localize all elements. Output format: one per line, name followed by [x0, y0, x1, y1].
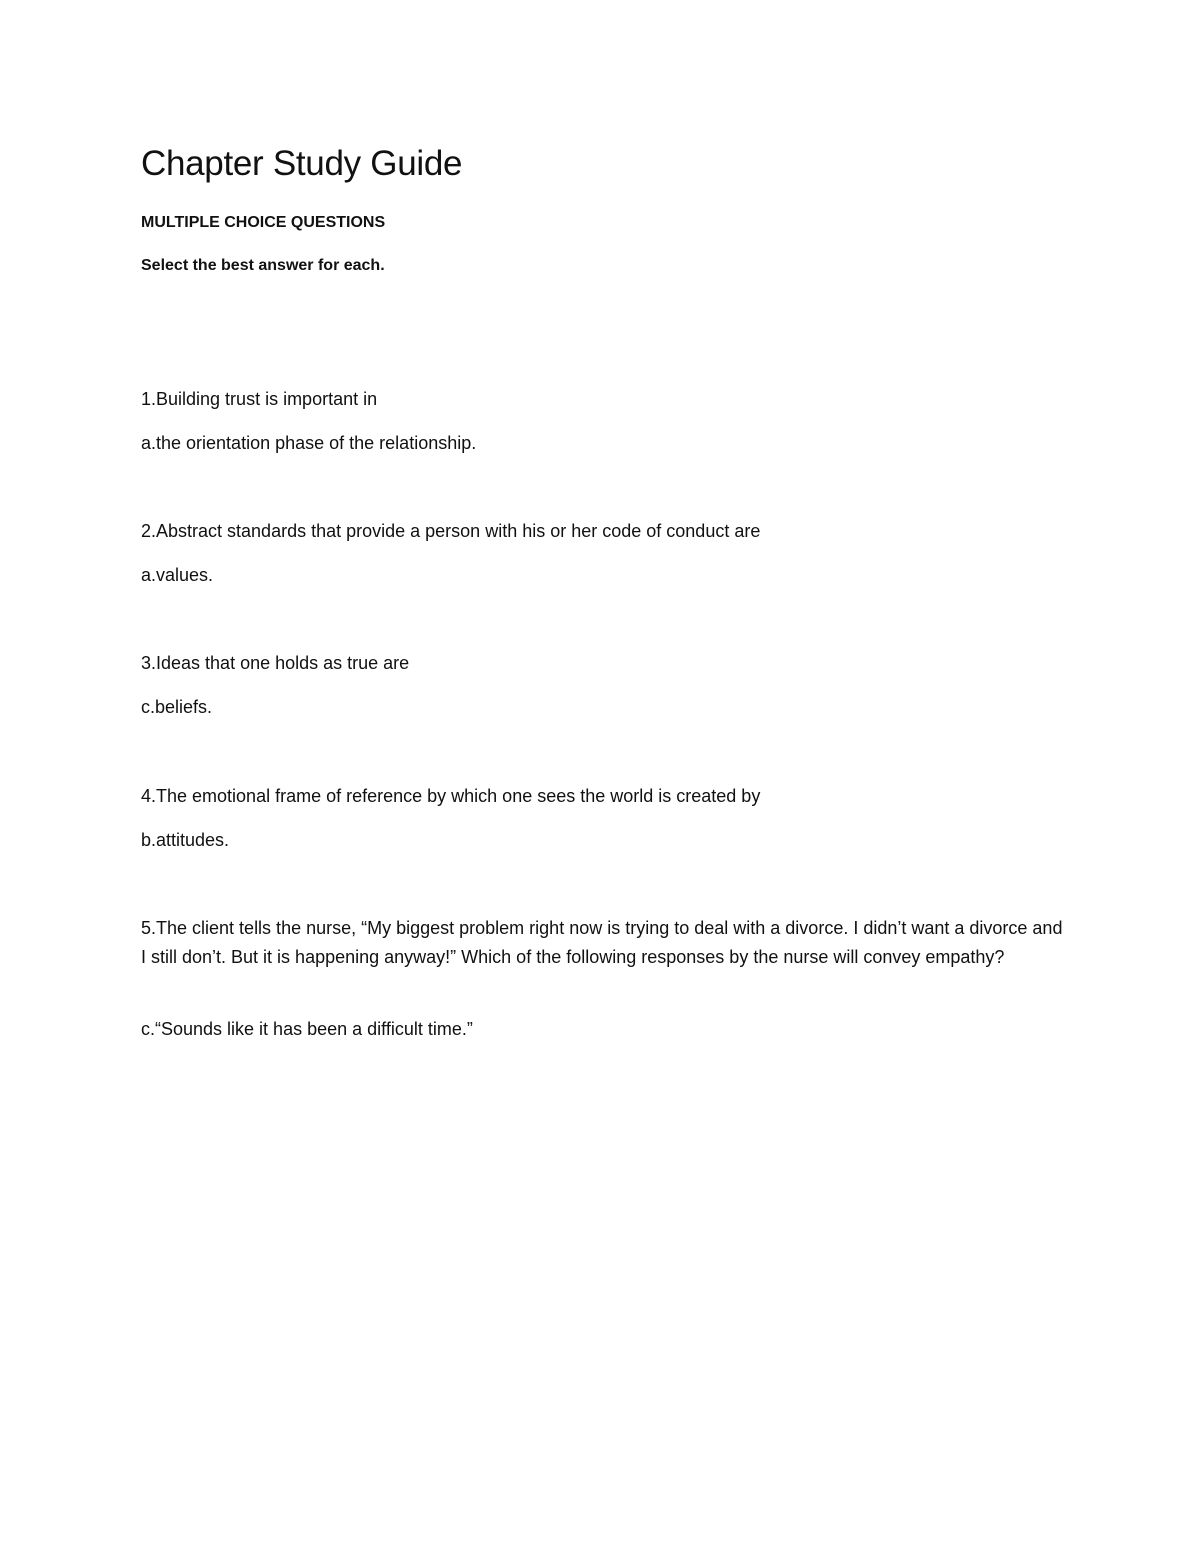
instructions: Select the best answer for each.: [141, 257, 385, 274]
page-title: Chapter Study Guide: [141, 144, 463, 183]
section-heading: MULTIPLE CHOICE QUESTIONS: [141, 214, 386, 231]
question-1: 1.Building trust is important in: [141, 389, 378, 409]
answer-2: a.values.: [141, 565, 214, 585]
answer-5: c.“Sounds like it has been a difficult time.”: [141, 1019, 473, 1039]
question-4: 4.The emotional frame of reference by which one sees the world is created by: [141, 786, 761, 806]
answer-1: a.the orientation phase of the relationship.: [141, 433, 477, 453]
question-3: 3.Ideas that one holds as true are: [141, 653, 410, 673]
answer-4: b.attitudes.: [141, 830, 230, 850]
question-2: 2.Abstract standards that provide a person with his or her code of conduct are: [141, 521, 761, 541]
question-5: 5.The client tells the nurse, “My biggest problem right now is trying to deal with a divorce. I didn’t want a divorce and I still don’t. But it is happening anyway!” Which of the following responses by the nurse will convey empathy?: [141, 918, 1063, 967]
answer-3: c.beliefs.: [141, 697, 213, 717]
